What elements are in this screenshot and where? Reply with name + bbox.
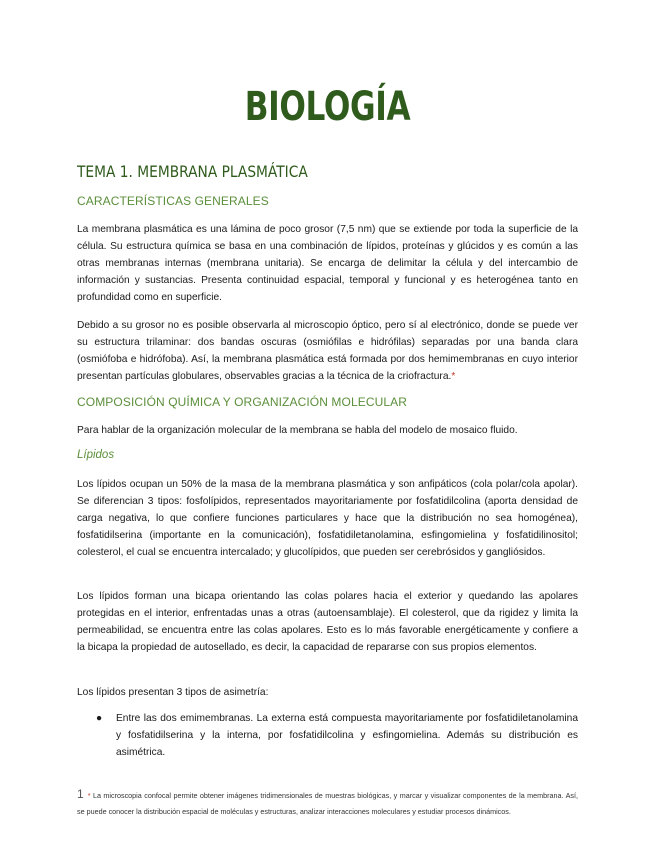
- footnote-mark: *: [87, 791, 91, 800]
- list-item: [96, 710, 578, 761]
- paragraph-text: Debido a su grosor no es posible observarla al microscopio óptico, pero sí al electrónico, donde se puede ver su estructura trilaminar: dos bandas oscuras (osmiófilas e hidrófilas) separadas por una banda clara (osmiófoba e hidrófoba). Así, la membrana plasmática está formada por dos hemimembranas en cuyo interior presentan partículas globulares, observables gracias a la técnica de la criofractura.: [77, 320, 578, 382]
- bullet-icon: ●: [96, 713, 103, 724]
- paragraph-text: Los lípidos forman una bicapa orientando las colas polares hacia el exterior y quedando las apolares protegidas en el interior, enfrentadas unas a otras (autoensamblaje). El colesterol, que da rigidez y limita la permeabilidad, se encuentra entre las colas apolares. Esto es lo más favorable energéticamente y confiere a la bicapa la propiedad de autosellado, es decir, la capacidad de repararse con sus propios elementos.: [77, 591, 578, 653]
- paragraph-lipidos-1: [77, 476, 578, 561]
- paragraph-text: La membrana plasmática es una lámina de poco grosor (7,5 nm) que se extiende por toda la superficie de la célula. Su estructura química se basa en una combinación de lípidos, proteínas y glúcidos y es común a las otras membranas internas (membrana unitaria). Se encarga de delimitar la célula y del intercambio de información y sustancias. Presenta continuidad espacial, temporal y funcional y es heterogénea tanto en profundidad como en superficie.: [77, 224, 578, 303]
- document-title: BIOLOGÍA: [244, 84, 411, 130]
- footnote-ref-mark[interactable]: *: [451, 371, 456, 382]
- paragraph-text: Los lípidos ocupan un 50% de la masa de la membrana plasmática y son anfipáticos (cola polar/cola apolar). Se diferencian 3 tipos: fosfolípidos, representados mayoritariamente por fosfatidilcolina (aporta densidad de carga negativa, lo que confiere funciones particulares y hace que la distribución no sea homogénea), fosfatidilserina (importante en la comunicación), fosfatidiletanolamina, esfingomielina y fosfatidilinositol; colesterol, el cual se encuentra intercalado; y glucolípidos, que pueden ser cerebrósidos y gangliósidos.: [77, 479, 578, 558]
- paragraph-lipidos-2: [77, 588, 578, 656]
- section-heading-caracteristicas: CARACTERÍSTICAS GENERALES: [77, 194, 269, 208]
- paragraph-caracteristicas-1: [77, 221, 578, 306]
- subsection-heading-lipidos: Lípidos: [77, 449, 115, 461]
- paragraph-composicion-1: Para hablar de la organización molecular de la membrana se habla del modelo de mosaico fluido.: [77, 425, 518, 436]
- tema-heading: TEMA 1. MEMBRANA PLASMÁTICA: [77, 162, 308, 181]
- footnote: [77, 786, 578, 820]
- footnote-text: La microscopia confocal permite obtener imágenes tridimensionales de muestras biológicas, y marcar y visualizar componentes de la membrana. Así, se puede conocer la distribución espacial de moléculas y estructuras, analizar interacciones moleculares y estudiar procesos dinámicos.: [77, 791, 578, 816]
- list-item-text: Entre las dos emimembranas. La externa está compuesta mayoritariamente por fosfatidiletanolamina y fosfatidilserina y la interna, por fosfatidilcolina y esfingomielina. Además su distribución es asimétrica.: [116, 713, 578, 758]
- paragraph-lipidos-3: Los lípidos presentan 3 tipos de asimetría:: [77, 687, 269, 698]
- footnote-number: 1: [77, 787, 84, 801]
- section-heading-composicion: COMPOSICIÓN QUÍMICA Y ORGANIZACIÓN MOLECULAR: [77, 395, 408, 409]
- paragraph-caracteristicas-2: [77, 317, 578, 385]
